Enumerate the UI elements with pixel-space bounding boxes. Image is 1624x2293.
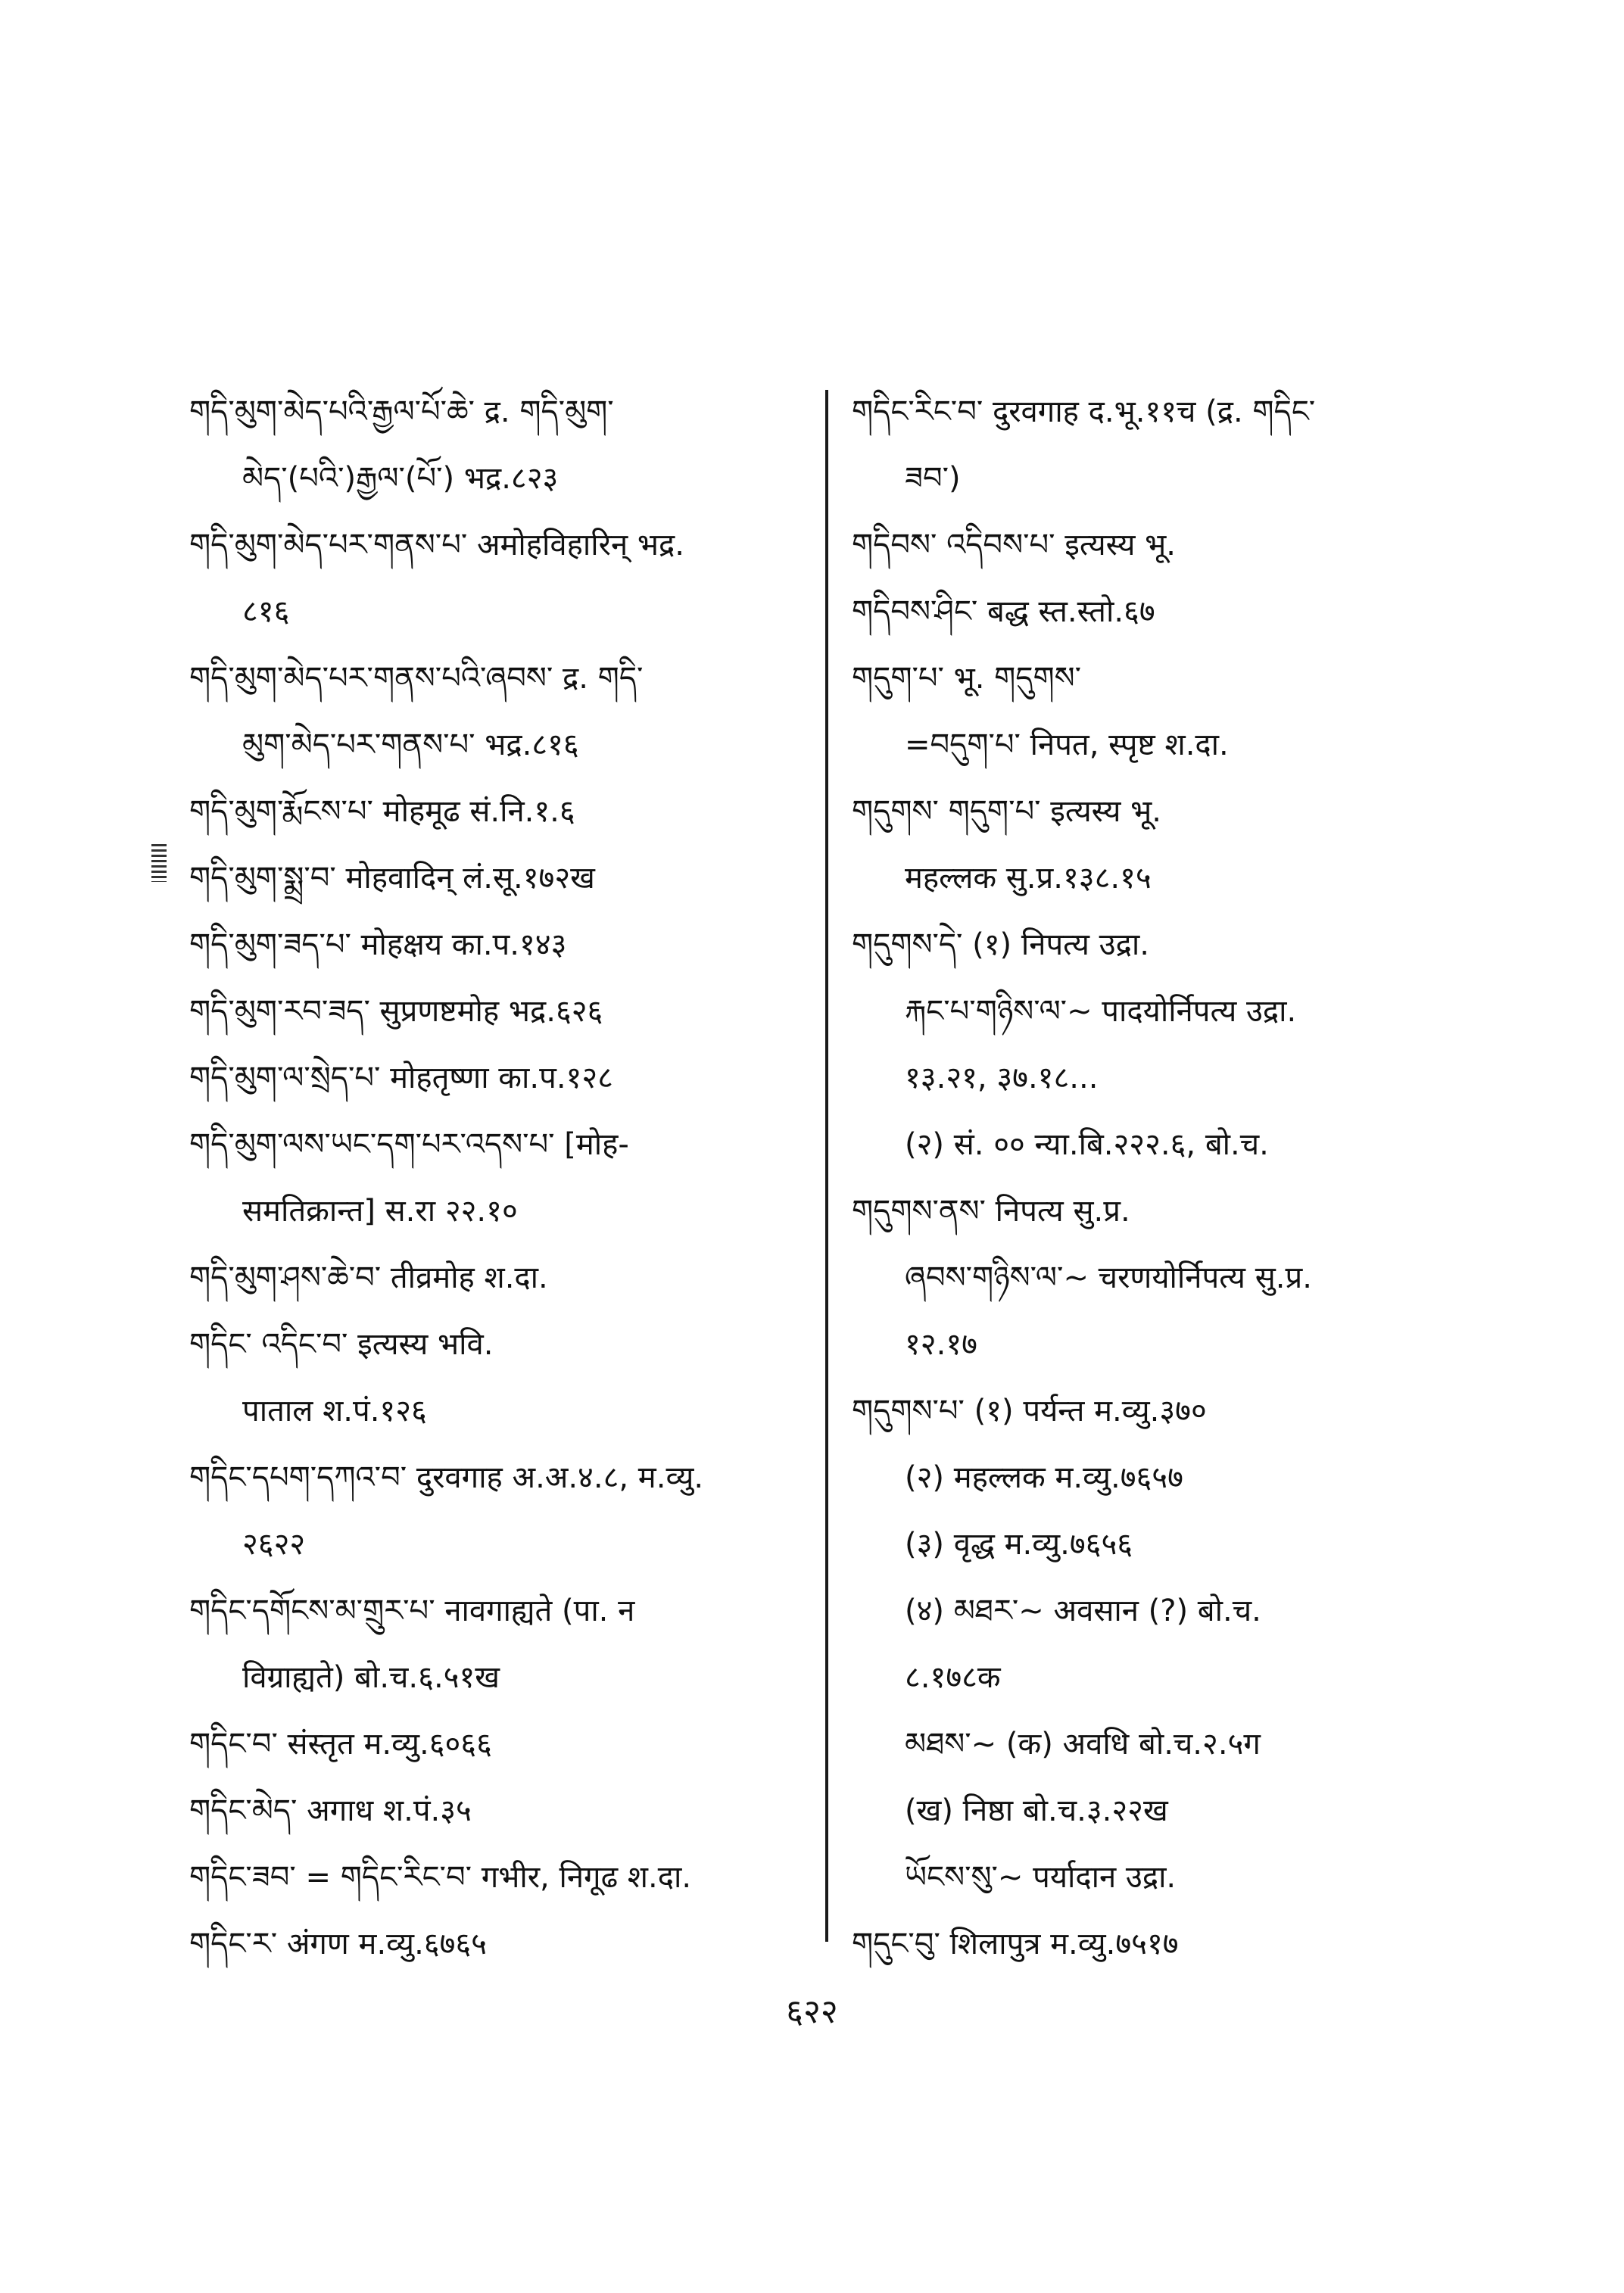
dictionary-entry-line: གདུག་པ་ भू. གདུགས་ [852,661,1082,696]
dictionary-entry-line: (२) महल्लक म.व्यु.७६५७ [905,1460,1183,1495]
dictionary-entry-line: མེད་(པའི་)རྒྱལ་(པོ་) भद्र.८२३ [242,461,559,496]
dictionary-entry-line: གདིང་ཟབ་ = གདིང་རིང་བ་ गभीर, निगूढ श.दा. [189,1860,692,1895]
dictionary-entry-line: གདིང་རིང་བ་ दुरवगाह द.भू.११च (द्र. གདིང་ [852,394,1316,429]
dictionary-entry-line: གདི་མུག་མེད་པར་གནས་པ་ अमोहविहारिन् भद्र. [189,528,684,562]
dictionary-entry-line: གདིང་བ་ संस्तृत म.व्यु.६०६६ [189,1727,492,1762]
dictionary-entry-line: (ख) निष्ठा बो.च.३.२२ख [905,1793,1168,1828]
dictionary-entry-line: =བདུག་པ་ निपत, स्पृष्ट श.दा. [905,727,1229,762]
column-divider [825,390,828,1942]
dictionary-entry-line: ཡོངས་སུ་~ पर्यादान उद्रा. [905,1860,1177,1895]
dictionary-entry-line: समतिक्रान्त] स.रा २२.१० [242,1194,518,1229]
dictionary-entry-line: གདུགས་ གདུག་པ་ इत्यस्य भू. [852,794,1161,829]
dictionary-entry-line: ८१६ [242,594,290,629]
dictionary-entry-line: གདིང་དཔག་དཀའ་བ་ दुरवगाह अ.अ.४.८, म.व्यु. [189,1460,704,1495]
dictionary-entry-line: གདིང་མེད་ अगाध श.पं.३५ [189,1793,472,1828]
dictionary-entry-line: महल्लक सु.प्र.१३८.१५ [905,861,1152,896]
right-column [852,379,1450,1977]
dictionary-entry-line: (४) མཐར་~ अवसान (?) बो.च. [905,1594,1261,1628]
dictionary-entry-line: (२) सं. ०० न्या.बि.२२२.६, बो.च. [905,1127,1269,1162]
dictionary-entry-line: གདུང་བུ་ शिलापुत्र म.व्यु.७५१७ [852,1927,1179,1961]
dictionary-entry-line: གདིང་ འདིང་བ་ इत्यस्य भवि. [189,1327,494,1362]
dictionary-entry-line: १२.१७ [905,1327,977,1362]
dictionary-entry-line: གདིང་ར་ अंगण म.व्यु.६७६५ [189,1927,487,1961]
dictionary-entry-line: གདི་མུག་ལ་སྲེད་པ་ मोहतृष्णा का.प.१२८ [189,1061,613,1095]
dictionary-entry-line: ८.१७८क [905,1660,1001,1695]
dictionary-entry-line: གདུགས་དེ་ (१) निपत्य उद्रा. [852,927,1149,962]
dictionary-entry-line: विग्राह्यते) बो.च.६.५१ख [242,1660,500,1695]
dictionary-entry-line: གདི་མུག་རབ་ཟད་ सुप्रणष्टमोह भद्र.६२६ [189,994,603,1029]
dictionary-entry-line: གདུགས་པ་ (१) पर्यन्त म.व्यु.३७० [852,1394,1207,1428]
dictionary-entry-line: གདི་མུག་ཟད་པ་ मोहक्षय का.प.१४३ [189,927,567,962]
dictionary-entry-line: ཞབས་གཉིས་ལ་~ चरणयोर्निपत्य सु.प्र. [905,1260,1312,1295]
dictionary-entry-line: पाताल श.पं.१२६ [242,1394,427,1428]
dictionary-entry-line: १३.२१, ३७.१८... [905,1061,1099,1095]
dictionary-entry-line: གདི་མུག་རྨོངས་པ་ मोहमूढ सं.नि.१.६ [189,794,575,829]
dictionary-entry-line: གདི་མུག་མེད་པར་གནས་པའི་ཞབས་ द्र. གདི་ [189,661,644,696]
margin-tick-mark [151,844,167,882]
dictionary-entry-line: ཟབ་) [905,461,961,496]
dictionary-entry-line: གདི་མུག་སྨྲ་བ་ मोहवादिन् लं.सू.१७२ख [189,861,595,896]
dictionary-entry-line: གདི་མུག་མེད་པའི་རྒྱལ་པོ་ཆེ་ द्र. གདི་མུག་ [189,394,614,429]
dictionary-entry-line: མཐས་~ (क) अवधि बो.च.२.५ग [905,1727,1261,1762]
dictionary-entry-line: མུག་མེད་པར་གནས་པ་ भद्र.८१६ [242,727,579,762]
dictionary-entry-line: གདིབས་ འདིབས་པ་ इत्यस्य भू. [852,528,1176,562]
dictionary-entry-line: २६२२ [242,1527,306,1562]
left-column [189,379,810,1977]
dictionary-entry-line: རྐང་པ་གཉིས་ལ་~ पादयोर्निपत्य उद्रा. [905,994,1297,1029]
dictionary-entry-line: གདི་མུག་ཤས་ཆེ་བ་ तीव्रमोह श.दा. [189,1260,548,1295]
dictionary-entry-line: གདིང་དགོངས་མ་གྲུར་པ་ नावगाह्यते (पा. न [189,1594,635,1628]
dictionary-entry-line: (३) वृद्ध म.व्यु.७६५६ [905,1527,1133,1562]
dictionary-entry-line: གདི་མུག་ལས་ཡང་དག་པར་འདས་པ་ [मोह- [189,1127,629,1162]
dictionary-entry-line: གདིབས་ཤིང་ बद्ध स्त.स्तो.६७ [852,594,1155,629]
dictionary-entry-line: གདུགས་ནས་ निपत्य सु.प्र. [852,1194,1130,1229]
page-number: ६२२ [786,1992,838,2031]
